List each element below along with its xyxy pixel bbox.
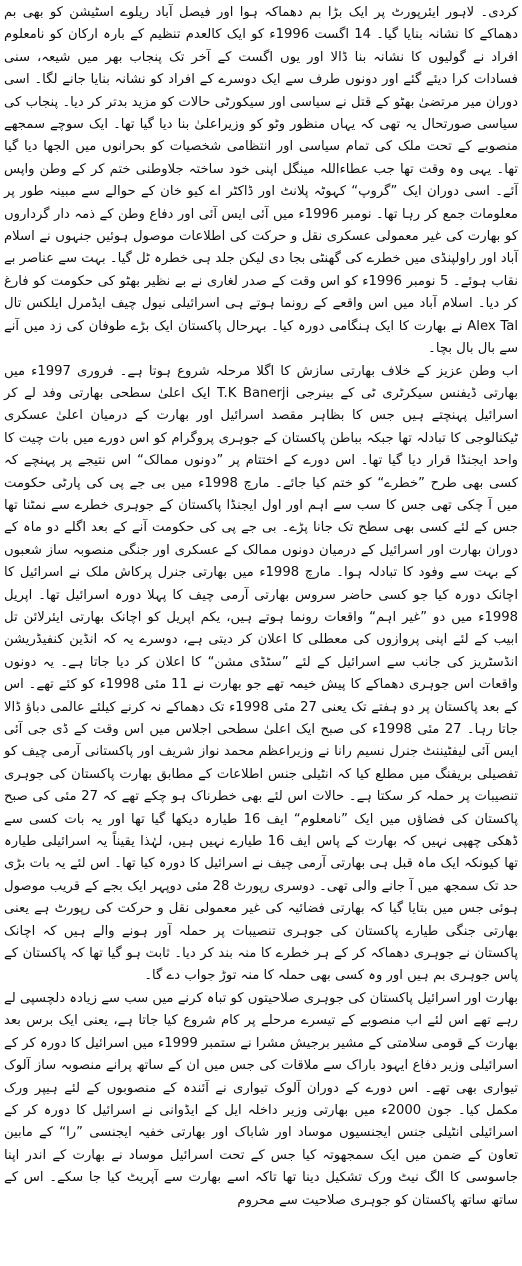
article-paragraph-1: کردی۔ لاہور ایئرپورٹ پر ایک بڑا بم دھماکہ ہوا اور فیصل آباد ریلوے اسٹیشن کو بھی بم دھماکے کا نشانہ بنایا گیا۔ 14 اگست 1996ء کو ایک کالعدم تنظیم کے بارہ ارکان کو نامعلوم افراد نے گولیوں کا نشانہ بنا ڈالا اور یوں اگست کے آخر تک پنجاب بھر میں شیعہ، سنی فسادات کرا دیئے گئے اور دونوں طرف سے ایک دوسرے کے افراد کو نشانہ بنایا جانے لگا۔ اسی دوران میر مرتضیٰ بھٹو کے قتل نے سیاسی اور سیکورٹی حالات کو مزید بدتر کر دیا۔ پنجاب کی سیاسی صورتحال یہ تھی کہ یہاں منظور وٹو کو وزیراعلیٰ بنا دیا گیا تھا۔ ایک سوچے سمجھے منصوبے کے تحت ملک کی تمام سیاسی اور انتظامی شخصیات کو بحرانوں میں الجھا دیا گیا تھا۔ یہی وہ وقت تھا جب عطاءاللہ مینگل اپنی خود ساختہ جلاوطنی ختم کر کے وطن واپس آئے۔ اسی دوران ایک ”گروپ“ کہوٹہ پلانٹ اور ڈاکٹر اے کیو خان کے حوالے سے مبینہ طور پر معلومات جمع کر رہا تھا۔ نومبر 1996ء میں آئی ایس آئی اور دفاع وطن کے ذمہ دار گرداروں کو بھارت کی غیر معمولی عسکری نقل و حرکت کی اطلاعات موصول ہوئیں جنہوں نے اسلام آباد اور راولپنڈی میں خطرے کی گھنٹی بجا دی لیکن جلد ہی خطرہ ٹل گیا۔ بہت سے عناصر بے نقاب ہوئے۔ 5 نومبر 1996ء کو اس وقت کے صدر لغاری نے بے نظیر بھٹو کی حکومت کو فارغ کر دیا۔ اسلام آباد میں اس واقعے کے رونما ہوتے ہی اسرائیلی نیول چیف ایڈمرل ایلکس تال Alex Tal نے بھارت کا ایک ہنگامی دورہ کیا۔ بہرحال پاکستان ایک بڑے طوفان کی زد میں آنے سے بال بال بچا۔ — [4, 5, 519, 357]
article-paragraph-2: اب وطن عزیز کے خلاف بھارتی سازش کا اگلا مرحلہ شروع ہوتا ہے۔ فروری 1997ء میں بھارتی ڈیفنس سیکرٹری ٹی کے بینرجی T.K Banerji ایک اعلیٰ سطحی بھارتی وفد لے کر اسرائیل پہنچتے ہیں جس کا بظاہر مقصد اسرائیل اور بھارت کے درمیان اعلیٰ عسکری ٹیکنالوجی کا تبادلہ تھا جبکہ بباطن پاکستان کے جوہری پروگرام کو اس دورے میں بات چیت کا واحد ایجنڈا قرار دیا گیا تھا۔ اس دورے کے اختتام پر ”دونوں ممالک“ اس نتیجے پر پہنچے کہ کسی بھی طرح ”خطرے“ کو ختم کیا جائے۔ مارچ 1998ء میں بی جے پی کی پارٹی حکومت میں آ چکی تھی جس کا سب سے اہم اور اول ایجنڈا پاکستان کے جوہری خطرے سے نمٹنا تھا جس کے لئے کسی بھی سطح تک جانا پڑے۔ بی جے پی کی حکومت آنے کے بعد اگلے دو ماہ کے دوران بھارت اور اسرائیل کے درمیان دونوں ممالک کے عسکری اور جنگی منصوبہ ساز شعبوں کے بہت سے وفود کا تبادلہ ہوا۔ مارچ 1998ء میں بھارتی جنرل پرکاش ملک نے اسرائیل کا اچانک دورہ کیا جو کسی حاضر سروس بھارتی آرمی چیف کا پہلا دورہ اسرائیل تھا۔ اپریل 1998ء میں دو ”غیر اہم“ واقعات رونما ہوتے ہیں، یکم اپریل کو اچانک بھارتی ایئرلائن تل ابیب کے لئے اپنی پروازوں کی معطلی کا اعلان کر دیتی ہے، دوسرے یہ کہ انڈین کنفیڈریشن انڈسٹریز کی جانب سے اسرائیل کے لئے ”سٹڈی مشن“ کا اعلان کر دیا جاتا ہے۔ یہ دونوں واقعات اس جوہری دھماکے کا پیش خیمہ تھے جو بھارت نے 11 مئی 1998ء کو کئے تھے۔ اس کے بعد پاکستان پر دو ہفتے تک یعنی 27 مئی 1998ء تک دھماکے نہ کرنے کیلئے عالمی دباؤ ڈالا جاتا رہا۔ 27 مئی 1998ء کی صبح ایک اعلیٰ سطحی اجلاس میں اس وقت کے ڈی جی آئی ایس آئی لیفٹیننٹ جنرل نسیم رانا نے وزیراعظم محمد نواز شریف اور پاکستانی آرمی چیف کو تفصیلی بریفنگ میں مطلع کیا کہ انٹیلی جنس اطلاعات کے مطابق بھارت پاکستان کی جوہری تنصیبات پر حملہ کر سکتا ہے۔ حالات اس لئے بھی خطرناک ہو چکے تھے کہ 27 مئی کی صبح پاکستان کی فضاؤں میں ایک ”نامعلوم“ ایف 16 طیارہ دیکھا گیا تھا اور یہ بات کسی سے ڈھکی چھپی نہیں کہ بھارت کے پاس ایف 16 طیارے نہیں ہیں، لہٰذا یقیناً یہ اسرائیلی طیارہ تھا کیونکہ ایک ماہ قبل ہی بھارتی آرمی چیف نے اسرائیل کا دورہ کیا تھا۔ اس لئے یہ بات بڑی حد تک سمجھ میں آ جانے والی تھی۔ دوسری رپورٹ 28 مئی دوپہر ایک بجے کے قریب موصول ہوئی جس میں بتایا گیا کہ بھارتی فضائیہ کی غیر معمولی نقل و حرکت کی رپورٹ ہے یعنی بھارتی جنگی طیارے پاکستان کی جوہری تنصیبات پر حملہ آور ہونے والے ہیں کہ اچانک پاکستان نے جوہری دھماکہ کر کے ہر خطرے کا منہ بند کر دیا۔ ثابت ہو گیا تھا کہ پاکستان کے پاس جوہری بم ہیں اور وہ کسی بھی حملہ کا منہ توڑ جواب دے گا۔ — [4, 363, 519, 984]
article-paragraph-3: بھارت اور اسرائیل پاکستان کی جوہری صلاحیتوں کو تباہ کرنے میں سب سے زیادہ دلچسپی لے رہے تھے اس لئے اب منصوبے کے تیسرے مرحلے پر کام شروع کیا جاتا ہے، یعنی ایک برس بعد بھارت کے قومی سلامتی کے مشیر برجیش مشرا نے ستمبر 1999ء میں اسرائیل کا دورہ کر کے اسرائیلی وزیر دفاع ایہود باراک سے ملاقات کی جس میں ان کے ساتھ پرانے منصوبہ ساز آلوک تیواری بھی تھے۔ اس دورے کے دوران آلوک تیواری نے آئندہ کے منصوبوں کے لئے ہیپر ورک مکمل کیا۔ جون 2000ء میں بھارتی وزیر داخلہ ایل کے ایڈوانی نے اسرائیل کا دورہ کر کے اسرائیلی انٹیلی جنس ایجنسیوں موساد اور شاباک اور بھارتی خفیہ ایجنسی ”را“ کے مابین تعاون کے ضمن میں ایک سمجھوتہ کیا جس کے تحت اسرائیل موساد نے بھارت کے اندر اپنا جاسوسی کا الگ نیٹ ورک تشکیل دینا تھا تاکہ اسے بھارت سے آپریٹ کیا جا سکے۔ اس کے ساتھ ساتھ پاکستان کو جوہری صلاحیت سے محروم — [4, 990, 519, 1208]
